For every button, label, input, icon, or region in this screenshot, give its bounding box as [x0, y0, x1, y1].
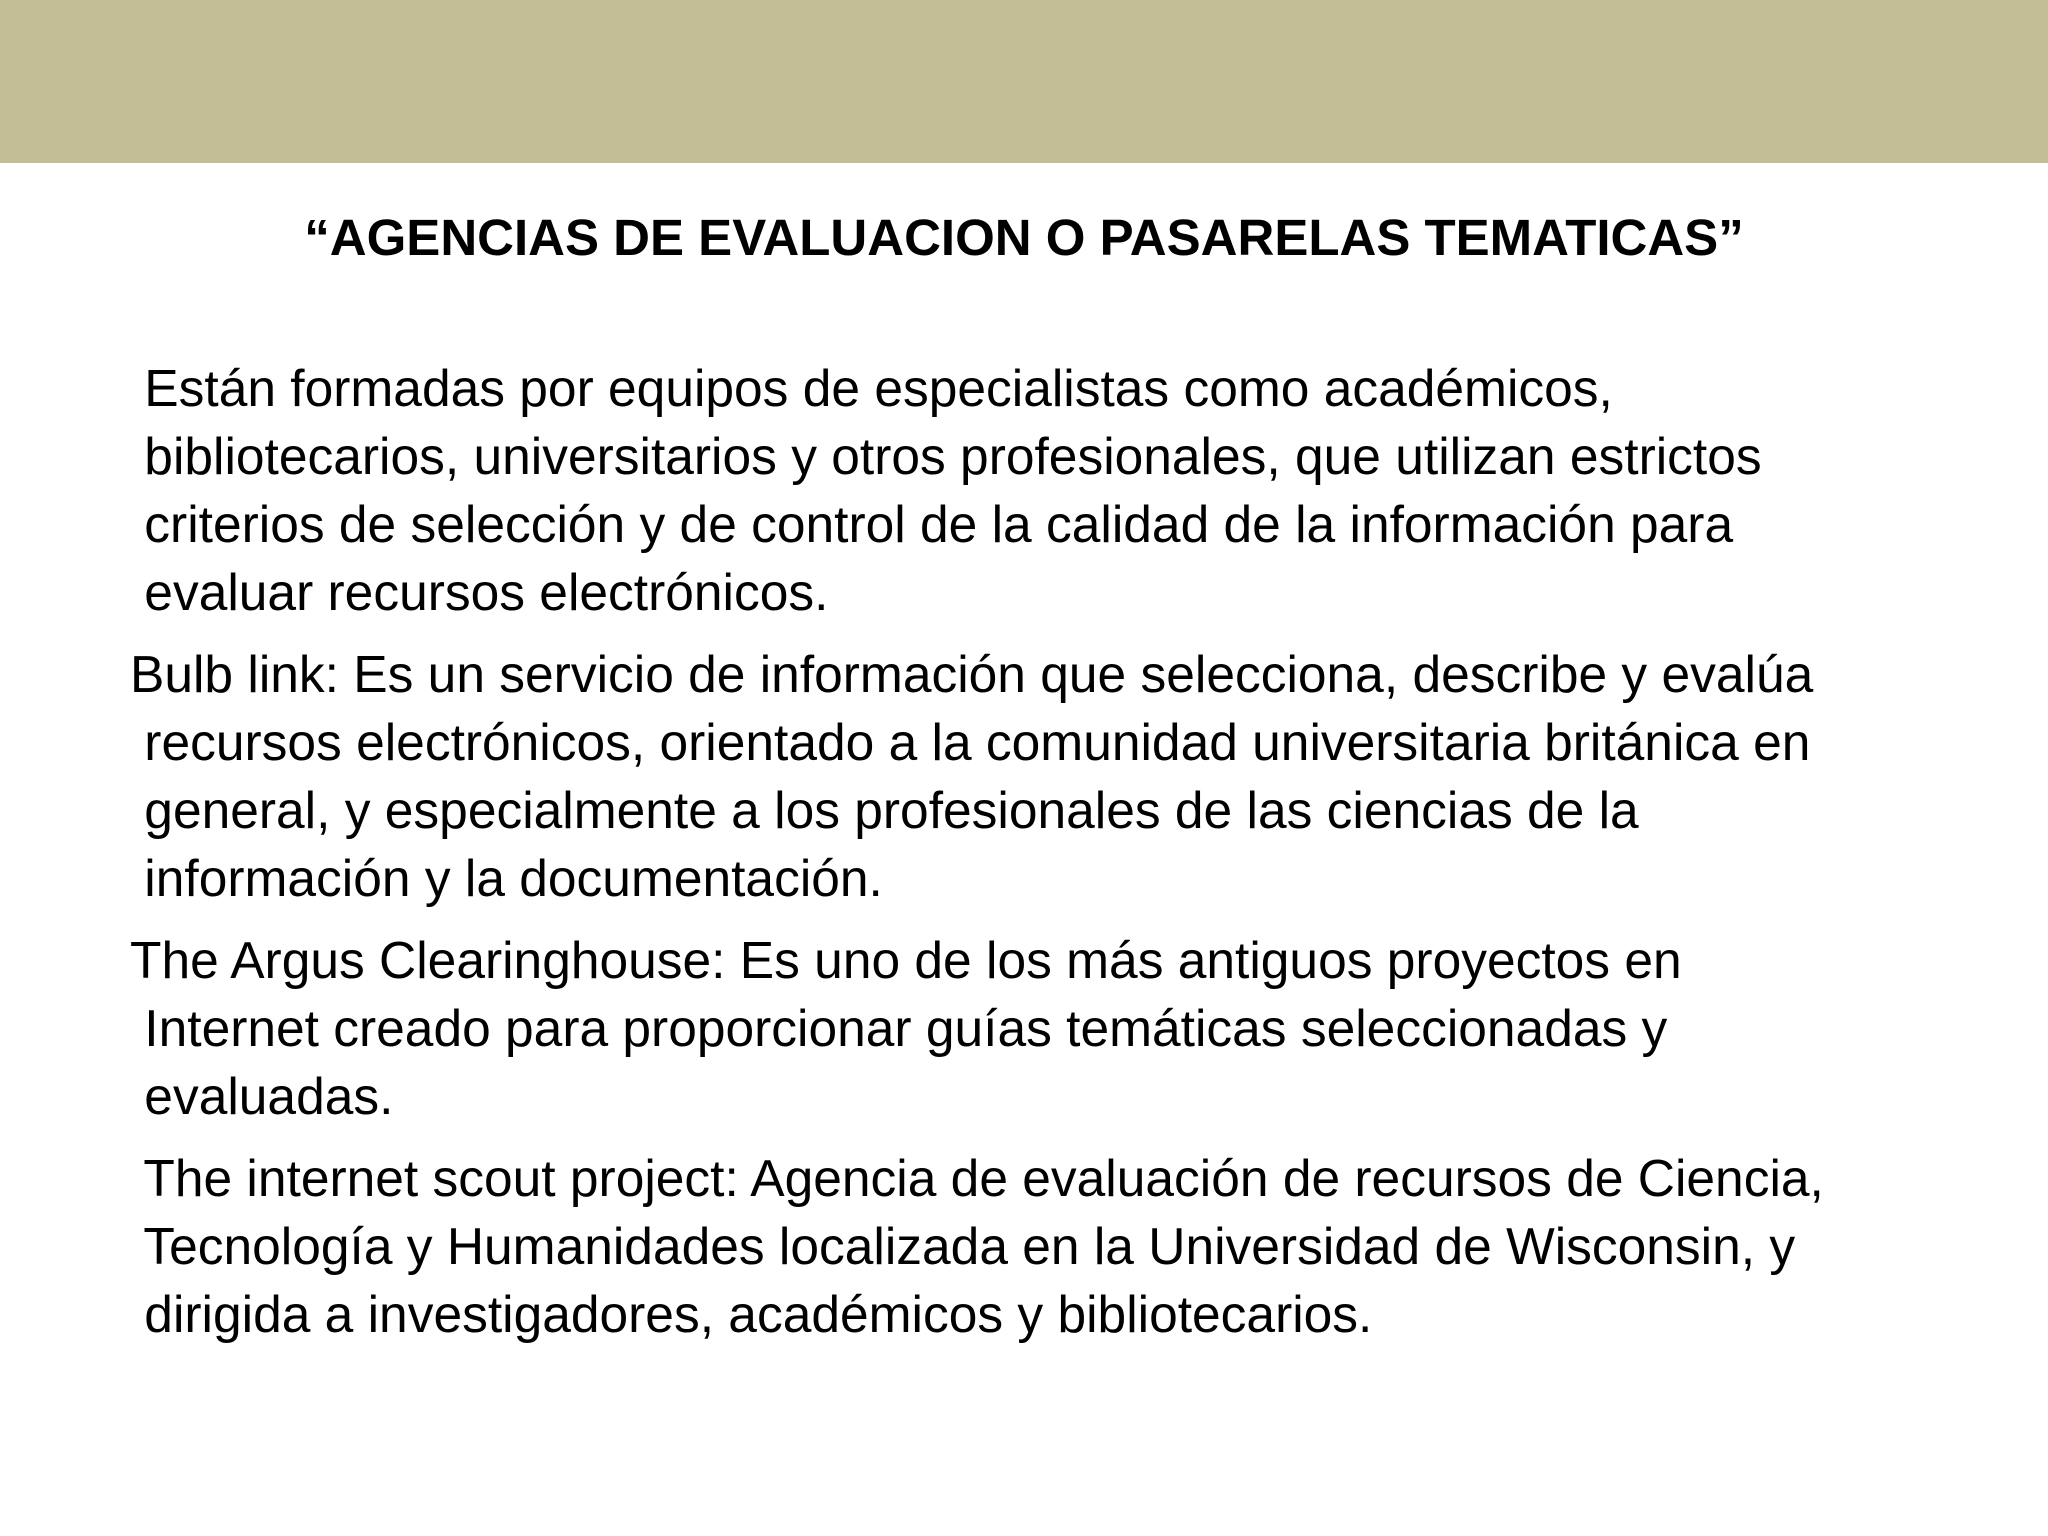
paragraph-bulb-link	[130, 640, 2010, 912]
paragraph-line: evaluadas.	[130, 1067, 394, 1125]
paragraph-line: información y la documentación.	[130, 849, 883, 907]
paragraph-line: criterios de selección y de control de la calidad de la información para	[130, 495, 1734, 553]
paragraph-line: Están formadas por equipos de especialistas como académicos,	[130, 359, 1613, 417]
paragraph-line: The internet scout project: Agencia de evaluación de recursos de Ciencia,	[130, 1149, 1824, 1207]
paragraph-line: Tecnología y Humanidades localizada en la Universidad de Wisconsin, y	[130, 1217, 1796, 1275]
paragraph-line: dirigida a investigadores, académicos y bibliotecarios.	[130, 1285, 1373, 1343]
paragraph-line: general, y especialmente a los profesionales de las ciencias de la	[130, 781, 1639, 839]
header-band	[0, 0, 2048, 163]
paragraph-line: Bulb link: Es un servicio de información que selecciona, describe y evalúa	[130, 645, 1814, 703]
slide-title: “AGENCIAS DE EVALUACION O PASARELAS TEMATICAS”	[304, 209, 1744, 266]
paragraph-line: evaluar recursos electrónicos.	[130, 563, 829, 621]
paragraph-argus-clearinghouse	[130, 926, 2010, 1130]
paragraph-line: recursos electrónicos, orientado a la comunidad universitaria británica en	[130, 713, 1811, 771]
slide-body	[130, 354, 2010, 1348]
paragraph-line: The Argus Clearinghouse: Es uno de los más antiguos proyectos en	[130, 931, 1682, 989]
paragraph-line: Internet creado para proporcionar guías temáticas seleccionadas y	[130, 999, 1668, 1057]
paragraph-spacer	[130, 912, 2010, 926]
paragraph-spacer	[130, 626, 2010, 640]
paragraph-agencias	[130, 354, 2010, 626]
paragraph-line: bibliotecarios, universitarios y otros profesionales, que utilizan estrictos	[130, 427, 1762, 485]
paragraph-internet-scout-project	[130, 1144, 2010, 1348]
paragraph-spacer	[130, 1130, 2010, 1144]
